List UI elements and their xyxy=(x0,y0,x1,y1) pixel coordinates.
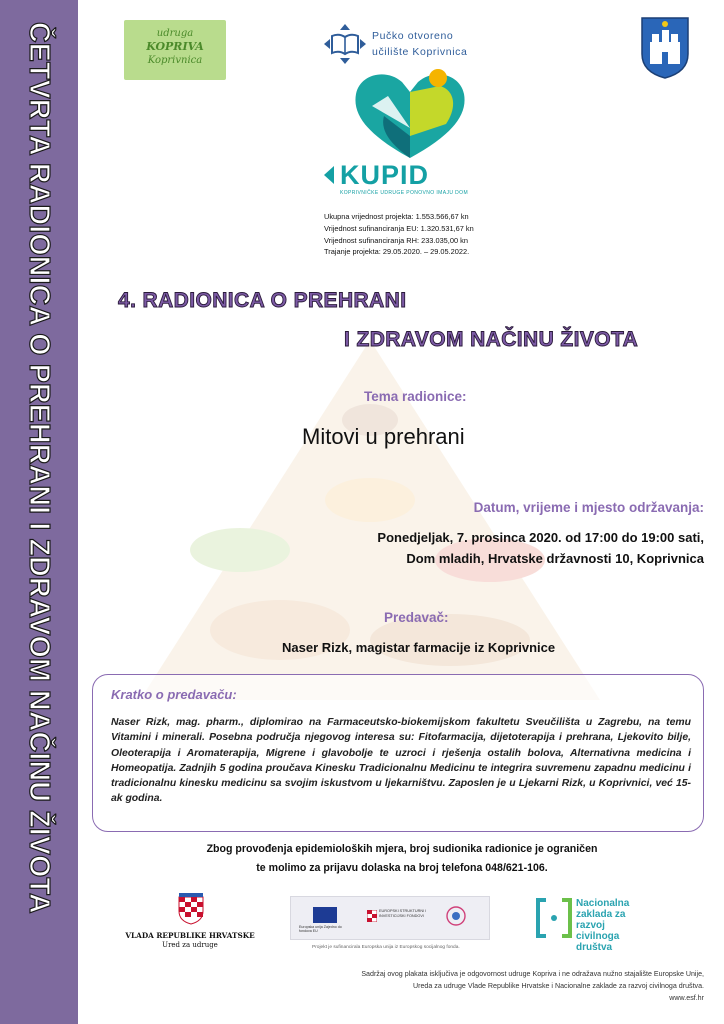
funding-line: Vrijednost sufinanciranja EU: 1.320.531,67 kn xyxy=(324,223,474,233)
bracket-logo-icon xyxy=(534,896,574,940)
funding-info xyxy=(324,211,474,258)
lecturer-label: Predavač: xyxy=(384,610,449,625)
kupid-name: KUPID xyxy=(340,160,430,190)
notice-line-2: te molimo za prijavu dolaska na broj telefona 048/621-106. xyxy=(256,862,548,874)
funding-line: Vrijednost sufinanciranja RH: 233.035,00 kn xyxy=(324,235,468,245)
funding-line: Trajanje projekta: 29.05.2020. – 29.05.2022. xyxy=(324,247,470,257)
nz-line: civilnoga xyxy=(576,931,620,942)
eu-flag-icon xyxy=(313,907,337,923)
topic-title: Mitovi u prehrani xyxy=(302,424,465,449)
esf-website-link[interactable]: www.esf.hr xyxy=(669,994,704,1002)
lecturer-bio-box xyxy=(92,674,704,832)
pou-logo-line: učilište Koprivnica xyxy=(372,46,468,58)
lecturer-name: Naser Rizk, magistar farmacije iz Koprivnice xyxy=(282,640,556,655)
nz-line: društva xyxy=(576,942,613,953)
bio-title: Kratko o predavaču: xyxy=(111,687,237,702)
headline-line-2: I ZDRAVOM NAČINU ŽIVOTA xyxy=(344,328,639,351)
funding-line: Ukupna vrijednost projekta: 1.553.566,67 kn xyxy=(324,212,469,221)
esf-mark-icon xyxy=(445,905,467,927)
datetime-line-1: Ponedjeljak, 7. prosinca 2020. od 17:00 do 19:00 sati, xyxy=(377,530,704,545)
nz-line: razvoj xyxy=(576,920,605,931)
bio-text: Naser Rizk, mag. pharm., diplomirao na Farmaceutsko-biokemijskom fakultetu Sveučilišta u Zagrebu, na temu Vitamini i minerali. Posebna područja njegovog interesa su: Fitofarmacija, dijetoterapija i prehrana, Ljekovito bilje, Oleoterapija i Aromaterapija, Migrene i glavobolje te uzroci i rješenja ostalih bolova, Alternativna medicina i Homeopatija. Zadnjih 5 godina proučava Kinesku Tradicionalnu Medicinu te integrira suvremenu zapadnu medicinu i tradicionalnu kinesku medicinu sa svojim iskustvom u ljekarništvu. Zaposlen je u Ljekarni Rizk, u Koprivnici, već 15-ak godina. xyxy=(111,717,691,805)
eu-funding-logos xyxy=(290,896,490,940)
datetime-line-2: Dom mladih, Hrvatske državnosti 10, Koprivnica xyxy=(406,551,704,566)
kopriva-logo-line: KOPRIVA xyxy=(146,40,204,53)
pou-logo xyxy=(322,22,512,66)
datetime-label: Datum, vrijeme i mjesto održavanja: xyxy=(473,500,704,515)
vlada-name: VLADA REPUBLIKE HRVATSKE xyxy=(125,931,255,940)
kupid-heart-logo xyxy=(350,66,470,162)
vlada-office: Ured za udruge xyxy=(162,941,218,949)
nacionalna-zaklada-logo xyxy=(532,896,672,952)
kupid-subtitle: KOPRIVNIČKE UDRUGE PONOVNO IMAJU DOM xyxy=(340,190,469,196)
disclaimer-line-2: Ureda za udruge Vlade Republike Hrvatske i Nacionalne zaklade za razvoj civilnoga društva. xyxy=(413,982,704,990)
topic-label: Tema radionice: xyxy=(364,389,467,404)
koprivnica-coat-of-arms-icon xyxy=(640,16,690,80)
headline-line-1: 4. RADIONICA O PREHRANI xyxy=(118,289,407,312)
croatian-coat-of-arms-icon xyxy=(177,893,205,925)
nz-line: zaklada za xyxy=(576,909,626,920)
kopriva-logo-line: udruga xyxy=(156,28,194,39)
esif-text: EUROPSKI STRUKTURNI I INVESTICIJSKI FONDOVI xyxy=(379,909,427,918)
esif-emblem-icon xyxy=(367,910,377,922)
eu-caption: Projekt je sufinancirala Europska unija iz Europskog socijalnog fonda. xyxy=(312,945,460,950)
kopriva-logo-line: Koprivnica xyxy=(147,55,203,66)
disclaimer-line-1: Sadržaj ovog plakata isključiva je odgovornost udruge Kopriva i ne odražava nužno stajalište Europske Unije, xyxy=(361,970,704,978)
nz-line: Nacionalna xyxy=(576,898,630,909)
pou-logo-line: Pučko otvoreno xyxy=(372,30,454,42)
notice-line-1: Zbog provođenja epidemioloških mjera, broj sudionika radionice je ograničen xyxy=(206,843,598,855)
kopriva-logo xyxy=(124,20,226,80)
book-icon xyxy=(322,22,368,66)
vlada-logo xyxy=(120,893,260,949)
eu-text: Europska unija Zajedno do fondova EU xyxy=(299,925,342,933)
side-title: ČETVRTA RADIONICA O PREHRANI I ZDRAVOM NAČINU ŽIVOTA xyxy=(23,22,55,914)
